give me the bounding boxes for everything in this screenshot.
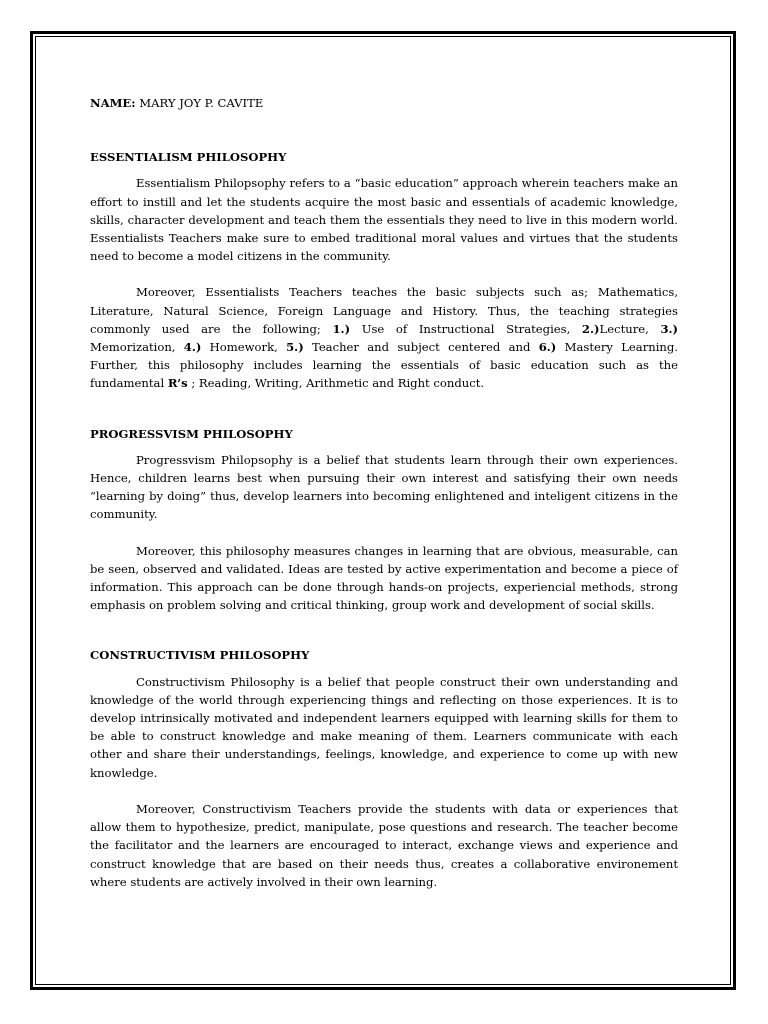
list-number: 2.) [581,321,600,336]
list-item-text: Homework, [201,340,287,355]
section-heading: CONSTRUCTIVISM PHILOSOPHY [90,648,310,663]
paragraph: Constructivism Philosophy is a belief that people construct their own understanding and knowledge of the world through experiencing things and reflecting on those experiences. It is to develop intrinsically motivated and independent learners equipped with learning skills for them to be able to construct knowledge and make meaning of them. Learners communicate with each other and share their understandings, feelings, knowledge, and experience to come up with new knowledge. [90,674,678,780]
list-item-text: Teacher and subject centered and [303,340,539,355]
section-heading: ESSENTIALISM PHILOSOPHY [90,150,287,165]
paragraph-strategies [90,283,678,392]
name-value: MARY JOY P. CAVITE [139,96,264,110]
list-number: 5.) [286,340,304,355]
strategies-outro: ; Reading, Writing, Arithmetic and Right conduct. [187,376,485,391]
paragraph: Moreover, Constructivism Teachers provide the students with data or experiences that allow them to hypothesize, predict, manipulate, pose questions and research. The teacher become the facilitator and the learners are encouraged to interact, exchange views and experience and construct knowledge that are based on their needs thus, creates a collaborative environement where students are actively involved in their own learning. [90,801,678,889]
list-number: 4.) [183,340,202,355]
list-item-text: Memorization, [90,340,184,355]
strategies-intro: Moreover, Essentialists Teachers teaches the basic subjects such as; Mathematics, Literature, Natural Science, Foreign Language and History. Thus, the teaching strategies commonly used are the following; [90,285,678,336]
document-body [90,94,678,921]
list-item-text: Mastery Learning. Further, this philosophy includes learning the essentials of basic education such as the fundamental [90,340,678,391]
name-line [90,94,678,112]
section-constructivism [90,646,678,890]
paragraph: Progressvism Philopsophy is a belief that students learn through their own experiences. Hence, children learns best when pursuing their own interest and satisfying their own needs “learning by doing” thus, develop learners into becoming enlightened and inteligent citizens in the community. [90,452,678,522]
list-item-text: Lecture, [599,321,661,336]
paragraph: Essentialism Philopsophy refers to a “basic education” approach wherein teachers make an effort to instill and let the students acquire the most basic and essentials of academic knowledge, skills, character development and teach them the essentials they need to live in this modern world. Essentialists Teachers make sure to embed traditional moral values and virtues that the students need to become a model citizens in the community. [90,176,678,264]
rs-bold: R’s [167,376,188,391]
section-heading: PROGRESSVISM PHILOSOPHY [90,426,293,441]
name-label: NAME: [90,96,136,110]
section-essentialism [90,148,678,392]
list-number: 1.) [332,321,351,336]
list-number: 3.) [660,321,679,336]
list-number: 6.) [538,340,557,355]
list-item-text: Use of Instructional Strategies, [350,321,582,336]
paragraph: Moreover, this philosophy measures changes in learning that are obvious, measurable, can be seen, observed and validated. Ideas are tested by active experimentation and become a piece of information. This approach can be done through hands-on projects, experiencial methods, strong emphasis on problem solving and critical thinking, group work and development of social skills. [90,543,678,613]
section-progressivism [90,425,678,615]
